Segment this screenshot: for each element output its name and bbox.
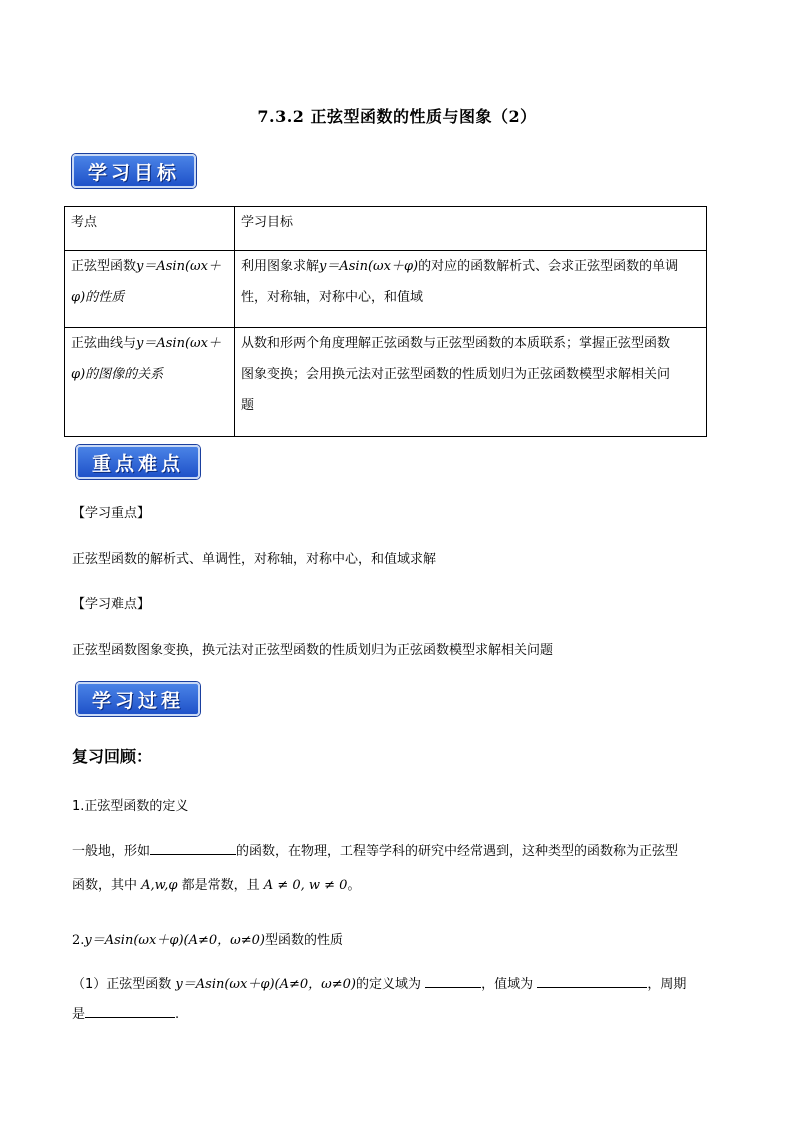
topic-text: φ)的性质 <box>71 290 125 305</box>
question-text: 是 <box>72 1007 86 1022</box>
range-blank[interactable] <box>537 973 647 988</box>
question-text: . <box>175 1007 180 1022</box>
difficulty-text: 正弦型函数图象变换，换元法对正弦型函数的性质划归为正弦函数模型求解相关问题 <box>72 643 554 658</box>
topic-text: 正弦曲线与 <box>71 336 137 351</box>
definition-text: 一般地，形如 <box>72 844 151 859</box>
question-text: 的定义域为 <box>356 977 422 992</box>
formula: A ≠ 0, w ≠ 0 <box>263 878 348 893</box>
topic-cell <box>65 328 235 437</box>
domain-blank[interactable] <box>425 973 481 988</box>
definition-title: 1.正弦型函数的定义 <box>72 799 189 814</box>
header-cell: 考点 <box>65 207 235 251</box>
goal-cell <box>235 328 707 437</box>
formula: y＝Asin(ωx＋φ) <box>319 259 419 274</box>
banner-label: 学习过程 <box>91 689 184 712</box>
formula: y＝Asin(ωx＋ <box>136 259 221 274</box>
focus-label: 【学习重点】 <box>72 506 151 521</box>
definition-line-1 <box>72 840 724 859</box>
question-1-line-1 <box>72 973 724 992</box>
definition-text: 。 <box>347 878 361 893</box>
banner-label: 学习目标 <box>87 161 180 184</box>
definition-line-2 <box>72 874 360 893</box>
goal-text: 的对应的函数解析式、会求正弦型函数的单调 <box>418 259 679 274</box>
topic-text: φ)的图像的关系 <box>71 367 164 382</box>
goal-text: 从数和形两个角度理解正弦函数与正弦型函数的本质联系；掌握正弦型函数 <box>241 336 671 351</box>
banner-learning-goals <box>72 154 196 188</box>
table-row <box>65 251 707 328</box>
question-text: ，值域为 <box>481 977 534 992</box>
goal-text: 利用图象求解 <box>241 259 320 274</box>
goal-text: 图象变换；会用换元法对正弦型函数的性质划归为正弦函数模型求解相关问 <box>241 367 671 382</box>
topic-cell <box>65 251 235 328</box>
focus-text: 正弦型函数的解析式、单调性，对称轴，对称中心，和值域求解 <box>72 552 437 567</box>
review-heading: 复习回顾： <box>72 747 153 766</box>
formula: A,w,φ <box>141 878 178 893</box>
goal-text: 性，对称轴，对称中心，和值域 <box>241 290 424 305</box>
topic-text: 正弦型函数 <box>71 259 137 274</box>
item-number: 2. <box>72 933 85 948</box>
table-header-row <box>65 207 707 251</box>
formula: y＝Asin(ωx＋φ)(A≠0，ω≠0) <box>175 977 356 992</box>
definition-text: 都是常数，且 <box>181 878 260 893</box>
fill-blank[interactable] <box>150 840 236 855</box>
definition-text: 的函数，在物理，工程等学科的研究中经常遇到，这种类型的函数称为正弦型 <box>236 844 679 859</box>
goal-text: 题 <box>241 398 255 413</box>
difficulty-label: 【学习难点】 <box>72 597 151 612</box>
banner-key-points <box>76 445 200 479</box>
formula: y＝Asin(ωx＋ <box>136 336 221 351</box>
question-text: ，周期 <box>647 977 687 992</box>
formula: y＝Asin(ωx＋φ)(A≠0，ω≠0) <box>84 933 265 948</box>
banner-learning-process <box>76 682 200 716</box>
properties-title <box>72 929 343 948</box>
banner-label: 重点难点 <box>91 452 184 475</box>
table-row <box>65 328 707 437</box>
question-1-line-2 <box>72 1003 179 1022</box>
header-cell: 学习目标 <box>235 207 707 251</box>
goal-cell <box>235 251 707 328</box>
learning-goals-table <box>64 206 707 437</box>
question-text: （1）正弦型函数 <box>72 977 172 992</box>
period-blank[interactable] <box>85 1003 175 1018</box>
page-title: 7.3.2 正弦型函数的性质与图象（2） <box>257 107 537 126</box>
definition-text: 函数，其中 <box>72 878 138 893</box>
properties-text: 型函数的性质 <box>264 933 343 948</box>
